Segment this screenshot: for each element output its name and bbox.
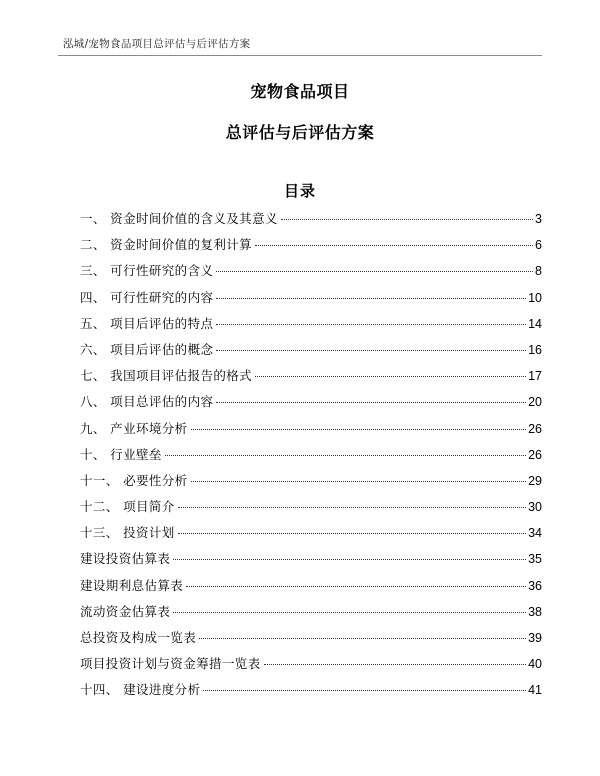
toc-dot-leader (255, 376, 526, 377)
toc-dot-leader (216, 350, 526, 351)
toc-entry[interactable] (80, 576, 542, 602)
toc-entry-page-number: 26 (528, 447, 542, 462)
table-of-contents (80, 209, 542, 707)
toc-entry[interactable] (80, 419, 542, 445)
toc-entry-label: 三、 可行性研究的含义 (80, 263, 214, 279)
toc-entry-label: 十二、 项目简介 (80, 499, 175, 515)
toc-entry-page-number: 34 (528, 526, 542, 541)
toc-entry-label: 十三、 投资计划 (80, 525, 175, 541)
toc-entry-page-number: 36 (528, 578, 542, 593)
toc-entry-label: 十四、 建设进度分析 (80, 682, 201, 698)
toc-dot-leader (264, 664, 526, 665)
toc-entry-page-number: 6 (535, 238, 542, 253)
toc-entry-label: 十一、 必要性分析 (80, 472, 188, 488)
toc-dot-leader (216, 402, 526, 403)
toc-dot-leader (165, 455, 526, 456)
document-title: 宠物食品项目 (250, 82, 350, 101)
toc-dot-leader (199, 638, 526, 639)
toc-entry[interactable] (80, 523, 542, 549)
toc-entry-page-number: 3 (535, 212, 542, 226)
toc-entry[interactable] (80, 549, 542, 575)
toc-entry[interactable] (80, 680, 542, 706)
toc-entry[interactable] (80, 654, 542, 680)
toc-entry-label: 建设投资估算表 (80, 551, 171, 567)
toc-dot-leader (255, 245, 533, 246)
toc-dot-leader (281, 219, 533, 220)
running-header: 泓城/宠物食品项目总评估与后评估方案 (63, 38, 251, 50)
toc-dot-leader (216, 324, 526, 325)
toc-entry-label: 五、 项目后评估的特点 (80, 315, 214, 331)
toc-dot-leader (173, 559, 526, 560)
toc-entry-page-number: 40 (528, 657, 542, 672)
toc-entry-page-number: 14 (528, 316, 542, 331)
toc-entry-page-number: 10 (528, 290, 542, 305)
toc-entry-page-number: 38 (528, 604, 542, 619)
toc-dot-leader (178, 507, 526, 508)
toc-entry[interactable] (80, 314, 542, 340)
toc-dot-leader (216, 271, 533, 272)
toc-entry-page-number: 39 (528, 631, 542, 645)
toc-entry-page-number: 20 (528, 395, 542, 410)
toc-entry-page-number: 29 (528, 473, 542, 488)
toc-entry-label: 流动资金估算表 (80, 603, 171, 619)
toc-entry-page-number: 41 (528, 683, 542, 698)
toc-entry[interactable] (80, 471, 542, 497)
toc-dot-leader (203, 690, 526, 691)
toc-entry-label: 四、 可行性研究的内容 (80, 289, 214, 305)
toc-entry[interactable] (80, 340, 542, 366)
toc-dot-leader (186, 586, 526, 587)
toc-entry-label: 一、 资金时间价值的含义及其意义 (80, 211, 278, 226)
toc-entry-page-number: 35 (528, 552, 542, 567)
toc-entry[interactable] (80, 445, 542, 471)
toc-entry[interactable] (80, 602, 542, 628)
toc-entry[interactable] (80, 628, 542, 654)
toc-dot-leader (173, 612, 526, 613)
header-divider (58, 55, 542, 56)
toc-entry-page-number: 30 (528, 500, 542, 515)
toc-dot-leader (191, 481, 527, 482)
toc-entry-page-number: 16 (528, 342, 542, 357)
toc-entry[interactable] (80, 261, 542, 287)
toc-entry[interactable] (80, 366, 542, 392)
toc-entry-label: 六、 项目后评估的概念 (80, 341, 214, 357)
toc-entry[interactable] (80, 235, 542, 261)
toc-entry[interactable] (80, 209, 542, 235)
document-subtitle: 总评估与后评估方案 (225, 123, 375, 142)
toc-entry-label: 八、 项目总评估的内容 (80, 394, 214, 410)
toc-entry-label: 二、 资金时间价值的复利计算 (80, 237, 253, 253)
toc-entry-page-number: 26 (528, 421, 542, 436)
toc-entry-label: 十、 行业壁垒 (80, 446, 162, 462)
toc-entry[interactable] (80, 288, 542, 314)
toc-entry-page-number: 8 (535, 264, 542, 279)
toc-entry[interactable] (80, 392, 542, 418)
toc-dot-leader (216, 298, 526, 299)
toc-entry-page-number: 17 (528, 369, 542, 384)
toc-dot-leader (191, 429, 527, 430)
toc-entry-label: 九、 产业环境分析 (80, 420, 188, 436)
toc-dot-leader (178, 533, 526, 534)
toc-entry-label: 建设期利息估算表 (80, 577, 184, 593)
toc-heading: 目录 (283, 182, 316, 200)
toc-entry-label: 七、 我国项目评估报告的格式 (80, 368, 253, 384)
toc-entry-label: 总投资及构成一览表 (80, 630, 197, 645)
toc-entry[interactable] (80, 497, 542, 523)
toc-entry-label: 项目投资计划与资金筹措一览表 (80, 656, 261, 672)
